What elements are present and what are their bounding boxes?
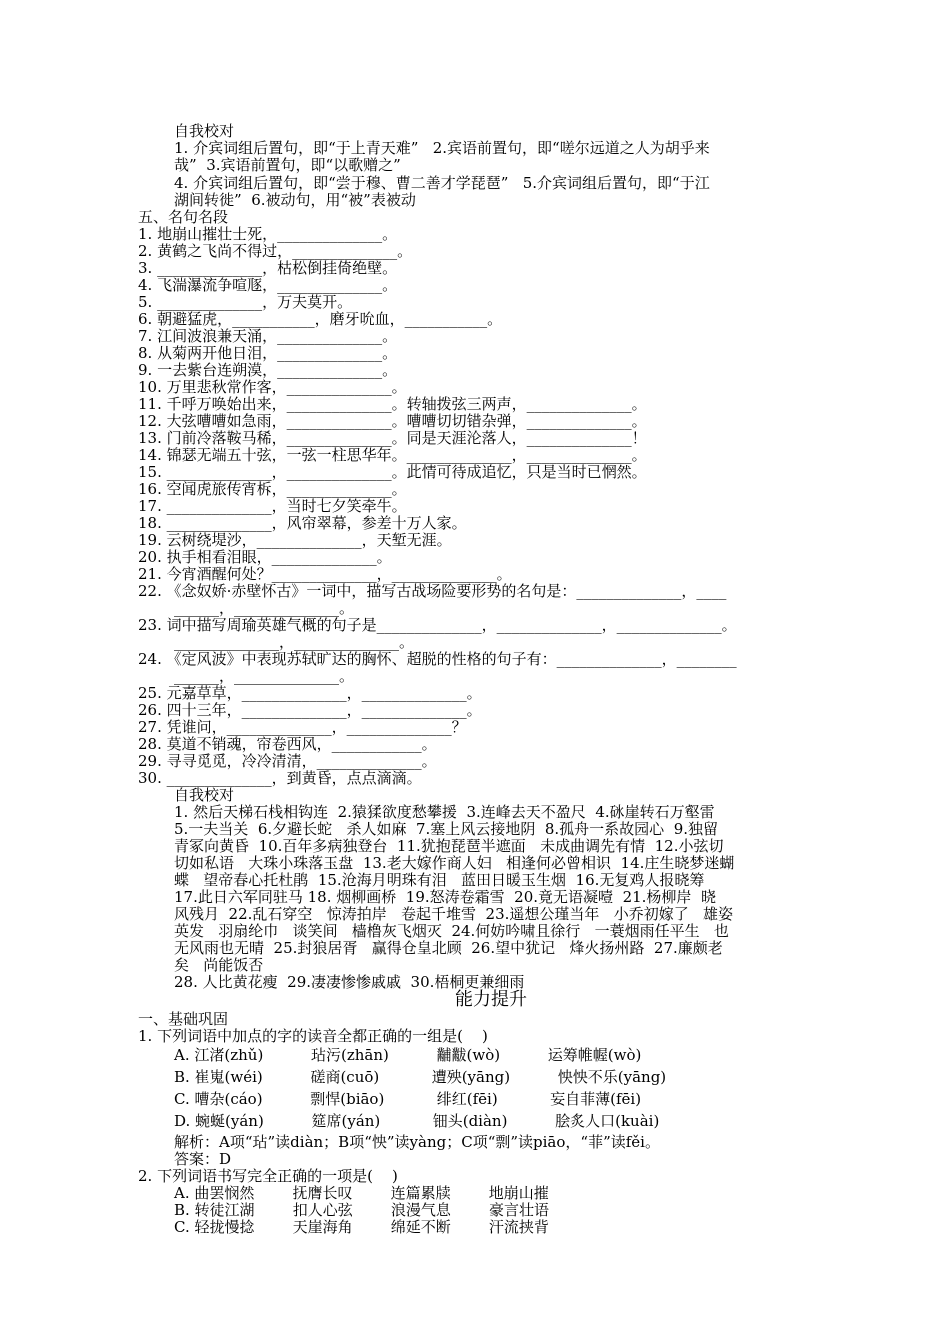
text-line: 9. 一去紫台连朔漠，______________。 xyxy=(138,361,398,379)
text-line: 1. 介宾词组后置句，即“于上青天难” 2.宾语前置句，即“嗟尔远道之人为胡乎来 xyxy=(174,139,710,157)
text-line: B. 崔嵬(wéi) 磋商(cuō) 遭殃(yāng) 怏怏不乐(yāng) xyxy=(174,1068,667,1086)
text-line: 8. 从菊两开他日泪，______________。 xyxy=(138,344,398,362)
text-line: 24. 《定风波》中表现苏轼旷达的胸怀、超脱的性格的句子有：______________，________ xyxy=(138,650,737,668)
text-line: 2. 下列词语书写完全正确的一项是( ) xyxy=(138,1167,398,1185)
text-line: 13. 门前冷落鞍马稀，______________。同是天涯沦落人，______________！ xyxy=(138,429,647,447)
text-line: 28. 人比黄花瘦 29.凄凄惨惨戚戚 30.梧桐更兼细雨 xyxy=(174,973,525,991)
text-line: 27. 凭谁问，______________，______________？ xyxy=(138,718,467,736)
text-line: 26. 四十三年，______________，______________。 xyxy=(138,701,482,719)
text-line: 3. ______________，枯松倒挂倚绝壁。 xyxy=(138,259,398,277)
text-line: 解析：A项“玷”读diàn；B项“怏”读yàng；C项“剽”读piāo，“菲”读fěi。 xyxy=(174,1133,660,1151)
text-line: 一、基础巩固 xyxy=(138,1010,229,1028)
text-line: 7. 江间波浪兼天涌，______________。 xyxy=(138,327,398,345)
text-line: ______，______________。 xyxy=(174,667,355,685)
text-line: 1. 然后天梯石栈相钩连 2.猿猱欲度愁攀援 3.连峰去天不盈尺 4.砯崖转石万壑雷 xyxy=(174,803,715,821)
text-line: 11. 千呼万唤始出来，______________。转轴拨弦三两声，______________。 xyxy=(138,395,647,413)
text-line: 15. ______________，______________。此情可待成追忆，只是当时已惘然。 xyxy=(138,463,647,481)
text-line: 蝶 望帝春心托杜鹃 15.沧海月明珠有泪 蓝田日暖玉生烟 16.无复鸡人报晓筹 xyxy=(174,871,705,889)
text-line: 30. ______________，到黄昏，点点滴滴。 xyxy=(138,769,422,787)
text-line: 风残月 22.乱石穿空 惊涛拍岸 卷起千堆雪 23.遥想公瑾当年 小乔初嫁了 雄姿 xyxy=(174,905,734,923)
text-line: 4. 飞湍瀑流争喧豗，______________。 xyxy=(138,276,398,294)
text-line: A. 江渚(zhǔ) 玷污(zhān) 黼黻(wò) 运筹帷幄(wò) xyxy=(174,1046,642,1064)
text-line: 矣 尚能饭否 xyxy=(174,956,264,974)
text-line: 19. 云树绕堤沙，______________，天堑无涯。 xyxy=(138,531,452,549)
text-line: 28. 莫道不销魂，帘卷西风，____________。 xyxy=(138,735,437,753)
text-line: 答案：D xyxy=(174,1150,232,1168)
text-line: 12. 大弦嘈嘈如急雨，______________。嘈嘈切切错杂弹，______________。 xyxy=(138,412,647,430)
text-line: 14. 锦瑟无端五十弦，一弦一柱思华年。______________，______________。 xyxy=(138,446,647,464)
text-line: 切如私语 大珠小珠落玉盘 13.老大嫁作商人妇 相逢何必曾相识 14.庄生晓梦迷蝴 xyxy=(174,854,735,872)
text-line: 五、名句名段 xyxy=(138,208,229,226)
text-line: C. 轻拢慢捻 天崖海角 绵延不断 汗流挟背 xyxy=(174,1218,549,1236)
text-line: 自我校对 xyxy=(174,122,235,140)
text-line: 23. 词中描写周瑜英雄气概的句子是______________，______________，______________。 xyxy=(138,616,737,634)
text-line: A. 曲罢悯然 抚膺长叹 连篇累牍 地崩山摧 xyxy=(174,1184,549,1202)
text-line: 英发 羽扇纶巾 谈笑间 樯橹灰飞烟灭 24.何妨吟啸且徐行 一蓑烟雨任平生 也 xyxy=(174,922,729,940)
text-line: D. 蜿蜒(yán) 筵席(yán) 钿头(diàn) 脍炙人口(kuài) xyxy=(174,1112,660,1130)
text-line: C. 嘈杂(cáo) 剽悍(biāo) 绯红(fēi) 妄自菲薄(fēi) xyxy=(174,1090,642,1108)
text-line: 1. 下列词语中加点的字的读音全都正确的一组是( ) xyxy=(138,1027,488,1045)
text-line: 1. 地崩山摧壮士死，______________。 xyxy=(138,225,398,243)
text-line: 21. 今宵酒醒何处？______________，______________。 xyxy=(138,565,512,583)
text-line: 哉” 3.宾语前置句，即“以歌赠之” xyxy=(174,156,401,174)
text-line: 22. 《念奴娇·赤壁怀古》一词中，描写古战场险要形势的名句是：______________，____ xyxy=(138,582,727,600)
text-line: 17.此日六军同驻马 18. 烟柳画桥 19.怒涛卷霜雪 20.竟无语凝噎 21.杨柳岸 晓 xyxy=(174,888,716,906)
section-title: 能力提升 xyxy=(455,989,527,1010)
text-line: 青冢向黄昏 10.百年多病独登台 11.犹抱琵琶半遮面 未成曲调先有情 12.小弦切 xyxy=(174,837,724,855)
text-line: 5. ______________，万夫莫开。 xyxy=(138,293,353,311)
text-line: 湖间转徙” 6.被动句，用“被”表被动 xyxy=(174,191,416,209)
text-line: 无风雨也无晴 25.封狼居胥 赢得仓皇北顾 26.望中犹记 烽火扬州路 27.廉颇老 xyxy=(174,939,723,957)
text-line: 4. 介宾词组后置句，即“尝于穆、曹二善才学琵琶” 5.介宾词组后置句，即“于江 xyxy=(174,174,710,192)
text-line: 29. 寻寻觅觅，冷冷清清，______________。 xyxy=(138,752,437,770)
text-line: B. 转徒江湖 扣人心弦 浪漫气息 豪言壮语 xyxy=(174,1201,549,1219)
text-line: 25. 元嘉草草，______________，______________。 xyxy=(138,684,482,702)
text-line: 10. 万里悲秋常作客，______________。 xyxy=(138,378,407,396)
text-line: ______，______________。 xyxy=(174,599,355,617)
text-line: 16. 空闻虎旅传宵柝，______________。 xyxy=(138,480,407,498)
text-line: 18. ______________，风帘翠幕，参差十万人家。 xyxy=(138,514,467,532)
text-line: 6. 朝避猛虎，___________，磨牙吮血，___________。 xyxy=(138,310,503,328)
text-line: 2. 黄鹤之飞尚不得过，______________。 xyxy=(138,242,413,260)
text-line: 5.一夫当关 6.夕避长蛇 杀人如麻 7.塞上风云接地阴 8.孤舟一系故园心 9.独留 xyxy=(174,820,719,838)
text-line: 自我校对 xyxy=(174,786,235,804)
text-line: 20. 执手相看泪眼，______________。 xyxy=(138,548,392,566)
text-line: 17. ______________，当时七夕笑牵牛。 xyxy=(138,497,407,515)
text-line: ______________，______________。 xyxy=(174,633,415,651)
